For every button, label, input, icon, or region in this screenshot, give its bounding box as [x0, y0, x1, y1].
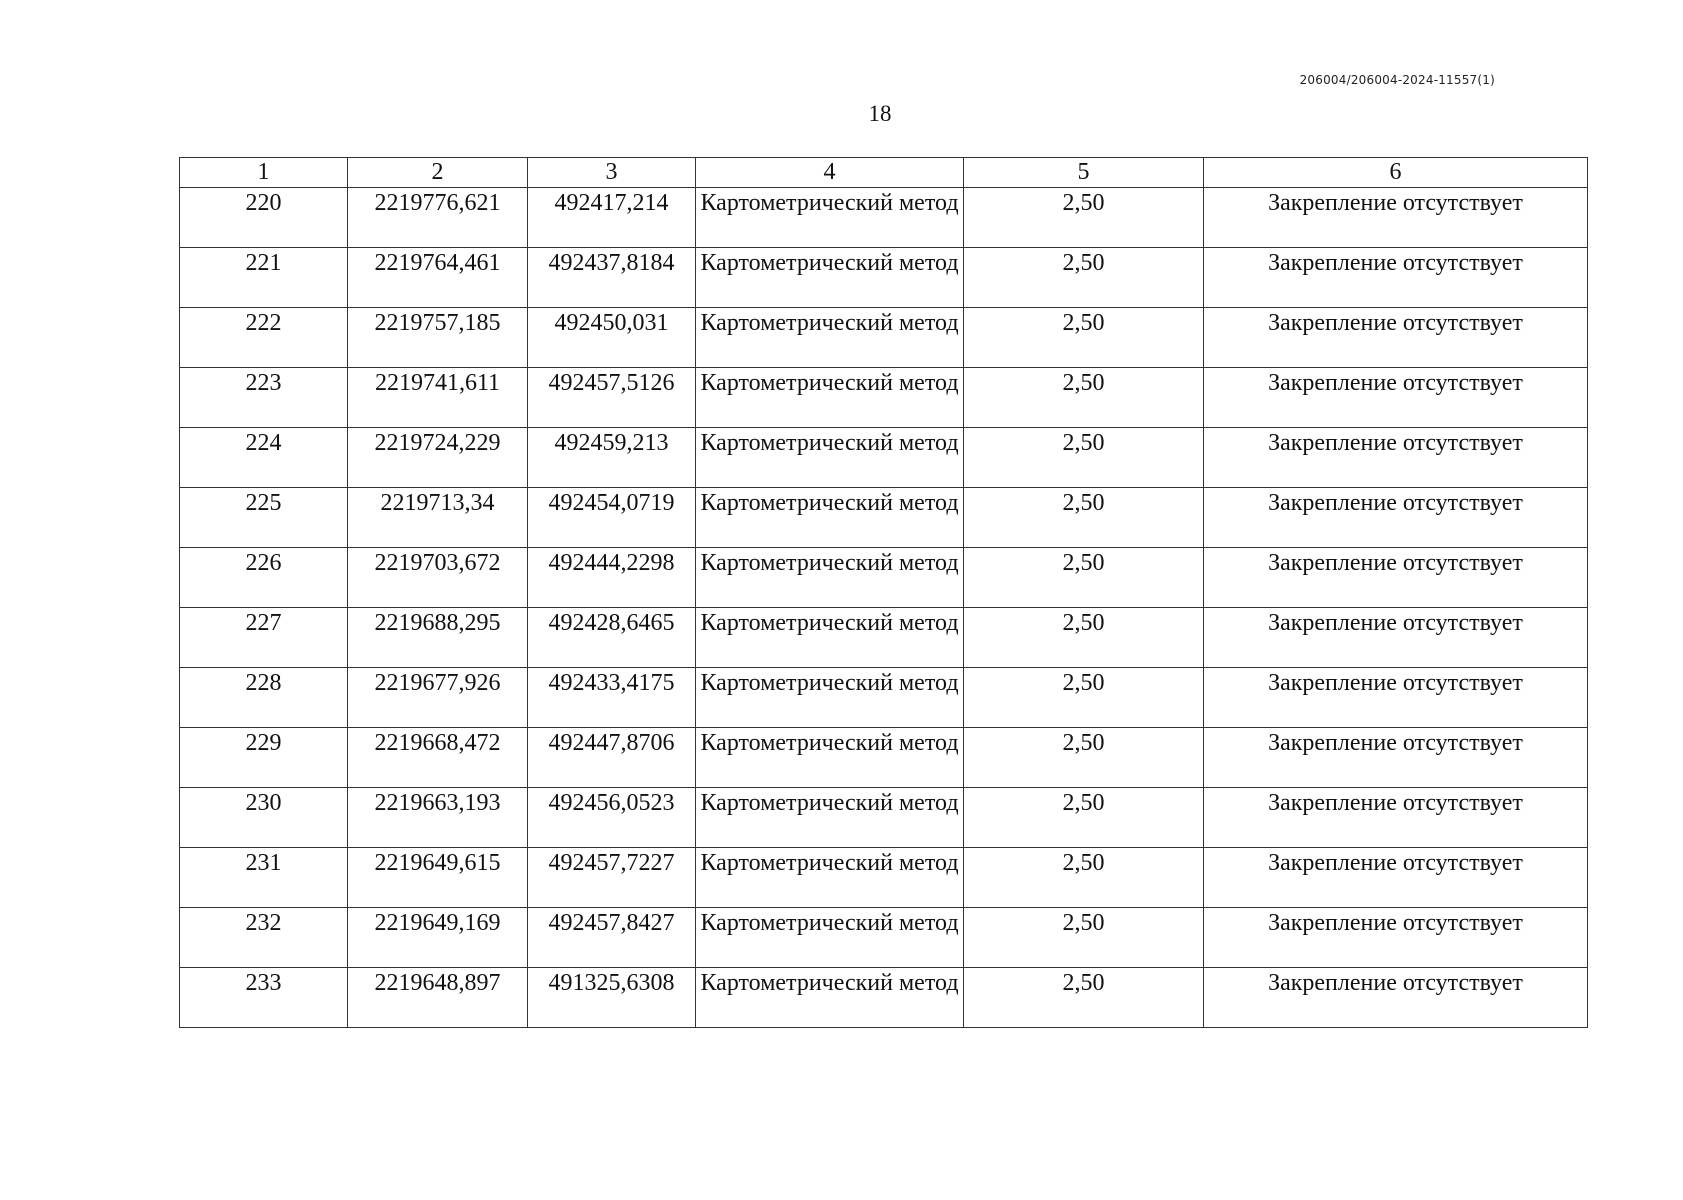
point-number-cell: 227 — [180, 608, 348, 668]
method-cell: Картометрический метод — [696, 788, 964, 848]
y-coordinate-cell: 492457,5126 — [528, 368, 696, 428]
page-number: 18 — [868, 101, 892, 126]
x-coordinate-cell: 2219703,672 — [348, 548, 528, 608]
table-row — [180, 308, 1588, 368]
fixation-cell: Закрепление отсутствует — [1204, 548, 1588, 608]
fixation-cell: Закрепление отсутствует — [1204, 188, 1588, 248]
x-coordinate-cell: 2219649,169 — [348, 908, 528, 968]
column-header-6: 6 — [1204, 158, 1588, 188]
x-coordinate-cell: 2219648,897 — [348, 968, 528, 1028]
y-coordinate-cell: 492459,213 — [528, 428, 696, 488]
y-coordinate-cell: 492456,0523 — [528, 788, 696, 848]
accuracy-cell: 2,50 — [964, 548, 1204, 608]
accuracy-cell: 2,50 — [964, 968, 1204, 1028]
fixation-cell: Закрепление отсутствует — [1204, 428, 1588, 488]
method-cell: Картометрический метод — [696, 488, 964, 548]
fixation-cell: Закрепление отсутствует — [1204, 728, 1588, 788]
accuracy-cell: 2,50 — [964, 608, 1204, 668]
table-header — [180, 158, 1588, 188]
x-coordinate-cell: 2219677,926 — [348, 668, 528, 728]
x-coordinate-cell: 2219776,621 — [348, 188, 528, 248]
accuracy-cell: 2,50 — [964, 248, 1204, 308]
fixation-cell: Закрепление отсутствует — [1204, 848, 1588, 908]
y-coordinate-cell: 492457,7227 — [528, 848, 696, 908]
point-number-cell: 230 — [180, 788, 348, 848]
y-coordinate-cell: 492428,6465 — [528, 608, 696, 668]
column-header-1: 1 — [180, 158, 348, 188]
column-header-3: 3 — [528, 158, 696, 188]
accuracy-cell: 2,50 — [964, 368, 1204, 428]
point-number-cell: 220 — [180, 188, 348, 248]
column-header-2: 2 — [348, 158, 528, 188]
x-coordinate-cell: 2219757,185 — [348, 308, 528, 368]
column-header-4: 4 — [696, 158, 964, 188]
x-coordinate-cell: 2219668,472 — [348, 728, 528, 788]
method-cell: Картометрический метод — [696, 248, 964, 308]
accuracy-cell: 2,50 — [964, 428, 1204, 488]
fixation-cell: Закрепление отсутствует — [1204, 308, 1588, 368]
y-coordinate-cell: 492450,031 — [528, 308, 696, 368]
table-row — [180, 848, 1588, 908]
method-cell: Картометрический метод — [696, 368, 964, 428]
header-row — [180, 158, 1588, 188]
point-number-cell: 233 — [180, 968, 348, 1028]
fixation-cell: Закрепление отсутствует — [1204, 248, 1588, 308]
x-coordinate-cell: 2219764,461 — [348, 248, 528, 308]
table-row — [180, 548, 1588, 608]
accuracy-cell: 2,50 — [964, 788, 1204, 848]
fixation-cell: Закрепление отсутствует — [1204, 488, 1588, 548]
y-coordinate-cell: 492457,8427 — [528, 908, 696, 968]
point-number-cell: 221 — [180, 248, 348, 308]
point-number-cell: 225 — [180, 488, 348, 548]
x-coordinate-cell: 2219649,615 — [348, 848, 528, 908]
accuracy-cell: 2,50 — [964, 668, 1204, 728]
table-row — [180, 668, 1588, 728]
accuracy-cell: 2,50 — [964, 488, 1204, 548]
table-row — [180, 788, 1588, 848]
table-body — [180, 188, 1588, 1028]
table-row — [180, 908, 1588, 968]
point-number-cell: 223 — [180, 368, 348, 428]
fixation-cell: Закрепление отсутствует — [1204, 908, 1588, 968]
method-cell: Картометрический метод — [696, 728, 964, 788]
fixation-cell: Закрепление отсутствует — [1204, 668, 1588, 728]
method-cell: Картометрический метод — [696, 548, 964, 608]
accuracy-cell: 2,50 — [964, 308, 1204, 368]
table-row — [180, 428, 1588, 488]
point-number-cell: 232 — [180, 908, 348, 968]
fixation-cell: Закрепление отсутствует — [1204, 368, 1588, 428]
y-coordinate-cell: 492433,4175 — [528, 668, 696, 728]
method-cell: Картометрический метод — [696, 848, 964, 908]
fixation-cell: Закрепление отсутствует — [1204, 608, 1588, 668]
method-cell: Картометрический метод — [696, 308, 964, 368]
table-row — [180, 488, 1588, 548]
y-coordinate-cell: 492417,214 — [528, 188, 696, 248]
table-row — [180, 608, 1588, 668]
method-cell: Картометрический метод — [696, 608, 964, 668]
x-coordinate-cell: 2219713,34 — [348, 488, 528, 548]
table-row — [180, 248, 1588, 308]
document-id: 206004/206004-2024-11557(1) — [1299, 73, 1495, 87]
fixation-cell: Закрепление отсутствует — [1204, 788, 1588, 848]
table-row — [180, 728, 1588, 788]
point-number-cell: 222 — [180, 308, 348, 368]
table-row — [180, 368, 1588, 428]
method-cell: Картометрический метод — [696, 428, 964, 488]
fixation-cell: Закрепление отсутствует — [1204, 968, 1588, 1028]
method-cell: Картометрический метод — [696, 968, 964, 1028]
accuracy-cell: 2,50 — [964, 848, 1204, 908]
table-row — [180, 968, 1588, 1028]
y-coordinate-cell: 492454,0719 — [528, 488, 696, 548]
method-cell: Картометрический метод — [696, 668, 964, 728]
y-coordinate-cell: 492437,8184 — [528, 248, 696, 308]
point-number-cell: 226 — [180, 548, 348, 608]
point-number-cell: 228 — [180, 668, 348, 728]
point-number-cell: 224 — [180, 428, 348, 488]
x-coordinate-cell: 2219741,611 — [348, 368, 528, 428]
x-coordinate-cell: 2219663,193 — [348, 788, 528, 848]
point-number-cell: 229 — [180, 728, 348, 788]
x-coordinate-cell: 2219724,229 — [348, 428, 528, 488]
coordinates-table — [179, 157, 1588, 1028]
x-coordinate-cell: 2219688,295 — [348, 608, 528, 668]
y-coordinate-cell: 492444,2298 — [528, 548, 696, 608]
point-number-cell: 231 — [180, 848, 348, 908]
accuracy-cell: 2,50 — [964, 728, 1204, 788]
accuracy-cell: 2,50 — [964, 188, 1204, 248]
table-row — [180, 188, 1588, 248]
y-coordinate-cell: 491325,6308 — [528, 968, 696, 1028]
column-header-5: 5 — [964, 158, 1204, 188]
method-cell: Картометрический метод — [696, 908, 964, 968]
accuracy-cell: 2,50 — [964, 908, 1204, 968]
method-cell: Картометрический метод — [696, 188, 964, 248]
y-coordinate-cell: 492447,8706 — [528, 728, 696, 788]
